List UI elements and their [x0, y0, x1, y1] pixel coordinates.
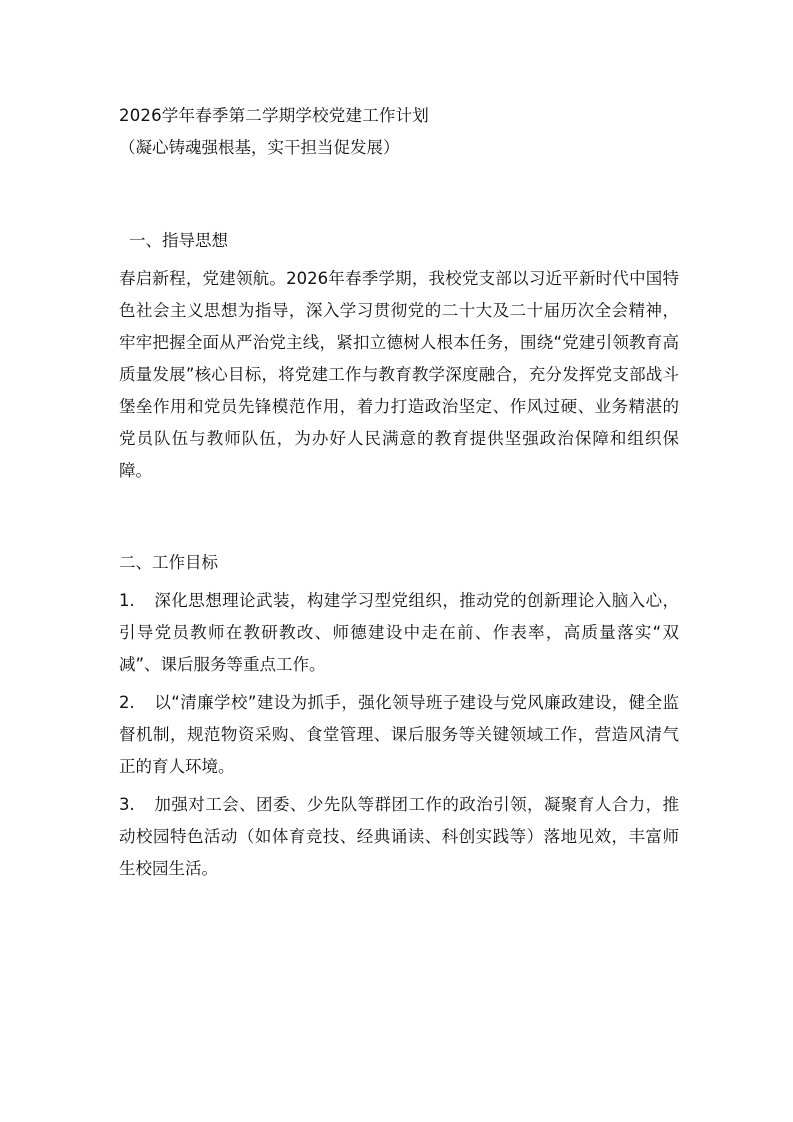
list-item-number: 3.: [119, 795, 135, 814]
document-title: 2026学年春季第二学期学校党建工作计划: [119, 106, 429, 125]
document-body: [119, 100, 679, 885]
section-work-goals: [119, 547, 679, 885]
section-paragraph: 春启新程，党建领航。2026年春季学期，我校党支部以习近平新时代中国特色社会主义思想为指导，深入学习贯彻党的二十大及二十届历次全会精神，牢牢把握全面从严治党主线，紧扣立德树人根本任务，围绕“党建引领教育高质量发展”核心目标，将党建工作与教育教学深度融合，充分发挥党支部战斗堡垒作用和党员先锋模范作用，着力打造政治坚定、作风过硬、业务精湛的党员队伍与教师队伍，为办好人民满意的教育提供坚强政治保障和组织保障。: [119, 269, 679, 480]
list-item-text: 深化思想理论武装，构建学习型党组织，推动党的创新理论入脑入心，引导党员教师在教研教改、师德建设中走在前、作表率，高质量落实“双减”、课后服务等重点工作。: [119, 591, 679, 674]
list-item-text: 加强对工会、团委、少先队等群团工作的政治引领，凝聚育人合力，推动校园特色活动（如体育竞技、经典诵读、科创实践等）落地见效，丰富师生校园生活。: [119, 795, 679, 878]
list-item: [119, 585, 679, 681]
list-item-text: 以“清廉学校”建设为抓手，强化领导班子建设与党风廉政建设，健全监督机制，规范物资采购、食堂管理、课后服务等关键领域工作，营造风清气正的育人环境。: [119, 693, 679, 776]
document-subtitle: （凝心铸魂强根基，实干担当促发展）: [119, 138, 400, 157]
list-item-number: 2.: [119, 693, 135, 712]
section-heading: 一、指导思想: [129, 231, 228, 250]
list-item-number: 1.: [119, 591, 135, 610]
section-heading: 二、工作目标: [119, 553, 218, 572]
list-item: [119, 789, 679, 885]
section-guiding-ideology: [119, 225, 679, 487]
list-item: [119, 687, 679, 783]
